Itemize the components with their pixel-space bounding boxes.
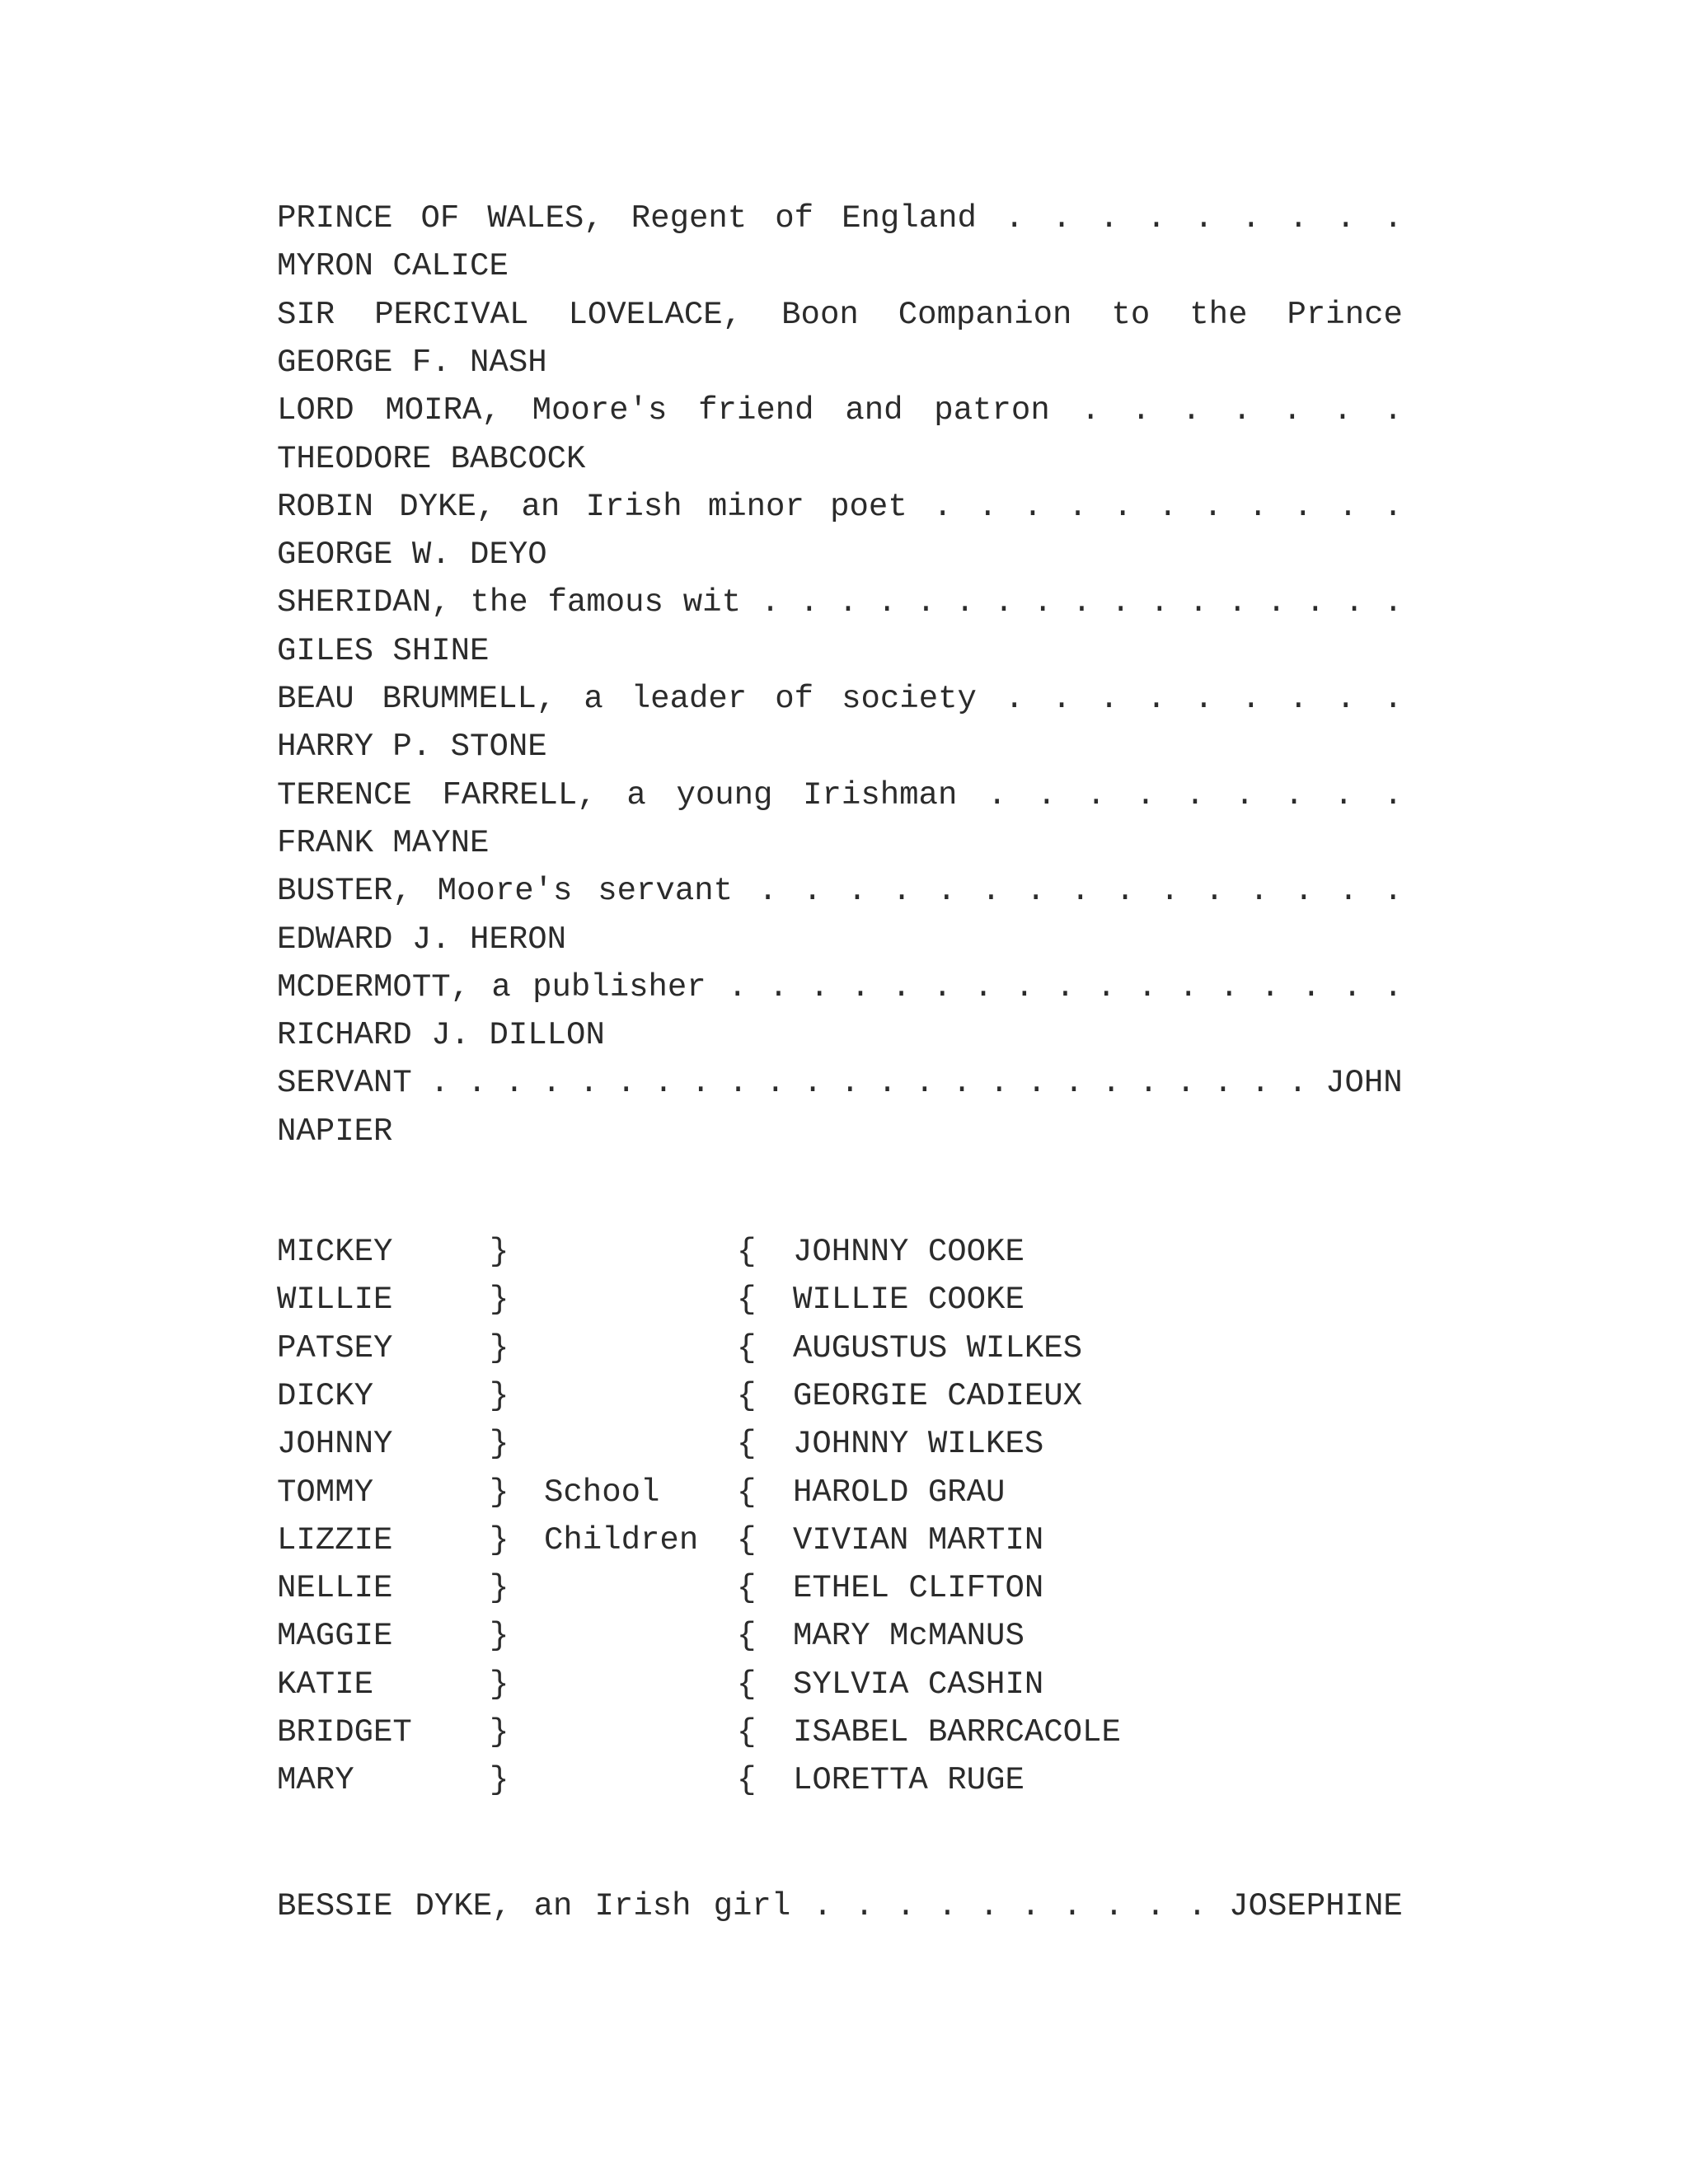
cast-word: poet xyxy=(830,489,907,525)
child-actor: VIVIAN MARTIN xyxy=(793,1522,1044,1558)
leader-dot: . xyxy=(1294,873,1314,909)
leader-dot: . xyxy=(768,969,789,1005)
child-actor: WILLIE COOKE xyxy=(793,1282,1025,1318)
leader-dot: . xyxy=(429,1065,450,1101)
left-brace: { xyxy=(737,1426,757,1462)
cast-word: Companion xyxy=(898,297,1072,333)
leader-dot: . xyxy=(1064,1065,1084,1101)
right-brace: } xyxy=(490,1762,509,1798)
right-brace: } xyxy=(490,1666,509,1703)
leader-dot: . xyxy=(1178,969,1198,1005)
child-actor: AUGUSTUS WILKES xyxy=(793,1330,1083,1366)
leader-dot: . xyxy=(973,969,993,1005)
leader-dot: . xyxy=(1025,873,1046,909)
cast-word: BUSTER, xyxy=(277,873,412,909)
cast-word: England xyxy=(842,200,977,237)
leader-dot: . xyxy=(1052,681,1071,717)
leader-dot: . xyxy=(1231,392,1252,429)
leader-dot: . xyxy=(1099,681,1119,717)
cast-word: BESSIE xyxy=(277,1888,393,1924)
group-label: Children xyxy=(544,1522,699,1558)
cast-role-line xyxy=(277,387,1403,434)
leader-dot: . xyxy=(877,1065,898,1101)
cast-word: an xyxy=(533,1888,573,1924)
leader-dot: . xyxy=(847,873,867,909)
cast-word: ROBIN xyxy=(277,489,374,525)
child-role: LIZZIE xyxy=(277,1522,393,1558)
cast-word: friend xyxy=(698,392,814,429)
leader-dot: . xyxy=(1071,873,1090,909)
cast-word: SERVANT xyxy=(277,1065,412,1101)
cast-word: LOVELACE, xyxy=(568,297,743,333)
leader-dot: . xyxy=(803,1065,823,1101)
cast-word: SIR xyxy=(277,297,335,333)
leader-dot: . xyxy=(1023,489,1043,525)
cast-role-line xyxy=(277,483,1403,531)
leader-dot: . xyxy=(1266,584,1287,621)
children-row xyxy=(277,1324,1403,1372)
leader-dot: . xyxy=(1062,1888,1082,1924)
cast-word: Moore's xyxy=(532,392,668,429)
children-row xyxy=(277,1469,1403,1516)
leader-dot: . xyxy=(1101,1065,1121,1101)
leader-dot: . xyxy=(799,584,819,621)
leader-dot: . xyxy=(989,1065,1010,1101)
cast-word: Moore's xyxy=(437,873,573,909)
leader-dot: . xyxy=(1086,777,1106,813)
cast-actor-name: GEORGE W. DEYO xyxy=(277,537,547,573)
leader-dot: . xyxy=(813,1888,832,1924)
children-row xyxy=(277,1612,1403,1660)
cast-actor-name: EDWARD J. HERON xyxy=(277,921,567,958)
leader-dot: . xyxy=(987,777,1007,813)
cast-word: publisher xyxy=(532,969,706,1005)
leader-dot: . xyxy=(1193,200,1214,237)
leader-dot: . xyxy=(979,1888,999,1924)
cast-word: MCDERMOTT, xyxy=(277,969,471,1005)
cast-word: society xyxy=(842,681,977,717)
leader-dot: . xyxy=(1383,873,1403,909)
child-actor: ISABEL BARRCACOLE xyxy=(793,1714,1121,1750)
leader-dot: . xyxy=(1288,200,1308,237)
child-actor: ETHEL CLIFTON xyxy=(793,1570,1044,1606)
leader-dot: . xyxy=(1067,489,1088,525)
leader-dot: . xyxy=(1334,777,1353,813)
cast-word: an xyxy=(521,489,560,525)
leader-dot: . xyxy=(1344,584,1364,621)
leader-dot: . xyxy=(1383,681,1403,717)
cast-word: DYKE, xyxy=(415,1888,512,1924)
leader-dot: . xyxy=(760,584,781,621)
leader-dot: . xyxy=(1383,489,1403,525)
cast-role-line xyxy=(277,675,1403,723)
cast-actor-name: THEODORE BABCOCK xyxy=(277,441,586,477)
right-brace: } xyxy=(490,1714,509,1750)
leader-dot: . xyxy=(1235,777,1254,813)
leader-dot: . xyxy=(1383,392,1403,429)
child-actor: SYLVIA CASHIN xyxy=(793,1666,1044,1703)
cast-word: minor xyxy=(707,489,804,525)
cast-role-line xyxy=(277,867,1403,915)
leader-dot: . xyxy=(691,1065,710,1101)
leader-dot: . xyxy=(1306,584,1325,621)
leader-dot: . xyxy=(952,1065,972,1101)
cast-word: Prince xyxy=(1287,297,1403,333)
leader-dot: . xyxy=(1333,392,1353,429)
cast-word: leader xyxy=(631,681,748,717)
cast-actor-name: NAPIER xyxy=(277,1113,393,1150)
right-brace: } xyxy=(490,1426,509,1462)
leader-dot: . xyxy=(891,969,912,1005)
leader-dot: . xyxy=(981,873,1001,909)
leader-dot: . xyxy=(1004,200,1025,237)
cast-word: MOIRA, xyxy=(385,392,501,429)
child-role: PATSEY xyxy=(277,1330,393,1366)
leader-dot: . xyxy=(1248,489,1268,525)
child-role: MARY xyxy=(277,1762,354,1798)
leader-dot: . xyxy=(1015,969,1034,1005)
leader-dot: . xyxy=(994,584,1014,621)
leader-dot: . xyxy=(1146,681,1166,717)
leader-dot: . xyxy=(936,873,956,909)
child-actor: MARY McMANUS xyxy=(793,1618,1025,1654)
leader-dot: . xyxy=(1131,392,1151,429)
leader-dot: . xyxy=(1213,1065,1233,1101)
cast-word: PERCIVAL xyxy=(374,297,529,333)
leader-dot: . xyxy=(1113,489,1132,525)
cast-word: a xyxy=(584,681,603,717)
leader-dot: . xyxy=(854,1888,874,1924)
cast-word: Boon xyxy=(781,297,859,333)
leader-dot: . xyxy=(1052,200,1071,237)
leader-dot: . xyxy=(916,584,936,621)
cast-word: BRUMMELL, xyxy=(382,681,556,717)
cast-word: JOSEPHINE xyxy=(1229,1888,1403,1924)
left-brace: { xyxy=(737,1618,757,1654)
leader-dot: . xyxy=(803,873,823,909)
leader-dot: . xyxy=(1227,584,1248,621)
cast-word: and xyxy=(845,392,903,429)
leader-dot: . xyxy=(728,969,748,1005)
leader-dot: . xyxy=(840,1065,860,1101)
leader-dot: . xyxy=(1287,1065,1308,1101)
left-brace: { xyxy=(737,1762,757,1798)
cast-word: servant xyxy=(598,873,734,909)
child-role: MAGGIE xyxy=(277,1618,393,1654)
group-label: School xyxy=(544,1474,660,1511)
leader-dot: . xyxy=(1336,681,1356,717)
right-brace: } xyxy=(490,1282,509,1318)
children-row xyxy=(277,1420,1403,1468)
cast-word: to xyxy=(1111,297,1151,333)
leader-dot: . xyxy=(757,873,778,909)
cast-word: famous xyxy=(547,584,663,621)
right-brace: } xyxy=(490,1618,509,1654)
leader-dot: . xyxy=(1250,1065,1270,1101)
leader-dot: . xyxy=(1282,392,1302,429)
children-row xyxy=(277,1708,1403,1756)
cast-word: PRINCE xyxy=(277,200,393,237)
cast-word: LORD xyxy=(277,392,354,429)
child-role: TOMMY xyxy=(277,1474,374,1511)
cast-actor-name: GEORGE F. NASH xyxy=(277,344,547,381)
cast-actor-name: RICHARD J. DILLON xyxy=(277,1017,605,1053)
left-brace: { xyxy=(737,1666,757,1703)
right-brace: } xyxy=(490,1330,509,1366)
cast-word: FARRELL, xyxy=(442,777,597,813)
leader-dot: . xyxy=(1176,1065,1196,1101)
cast-actor-name: MYRON CALICE xyxy=(277,248,509,284)
leader-dot: . xyxy=(1288,681,1308,717)
leader-dot: . xyxy=(1104,1888,1124,1924)
final-role-line xyxy=(277,1882,1403,1930)
left-brace: { xyxy=(737,1330,757,1366)
right-brace: } xyxy=(490,1570,509,1606)
left-brace: { xyxy=(737,1234,757,1270)
leader-dot: . xyxy=(955,584,975,621)
leader-dot: . xyxy=(1026,1065,1047,1101)
children-row xyxy=(277,1756,1403,1804)
leader-dot: . xyxy=(1241,200,1261,237)
cast-word: WALES, xyxy=(487,200,603,237)
cast-word: SHERIDAN, xyxy=(277,584,451,621)
leader-dot: . xyxy=(915,1065,935,1101)
leader-dot: . xyxy=(1037,777,1057,813)
children-row xyxy=(277,1661,1403,1708)
cast-actor-name: FRANK MAYNE xyxy=(277,825,490,861)
leader-dot: . xyxy=(1241,681,1261,717)
child-role: BRIDGET xyxy=(277,1714,412,1750)
child-role: WILLIE xyxy=(277,1282,393,1318)
leader-dot: . xyxy=(1383,777,1403,813)
children-row xyxy=(277,1372,1403,1420)
left-brace: { xyxy=(737,1570,757,1606)
cast-role-line xyxy=(277,194,1403,242)
left-brace: { xyxy=(737,1714,757,1750)
leader-dot: . xyxy=(1137,969,1157,1005)
cast-word: Irishman xyxy=(803,777,958,813)
cast-role-line xyxy=(277,579,1403,626)
right-brace: } xyxy=(490,1378,509,1414)
children-row xyxy=(277,1228,1403,1276)
cast-word: Irish xyxy=(594,1888,692,1924)
child-actor: JOHNNY COOKE xyxy=(793,1234,1025,1270)
leader-dot: . xyxy=(1249,873,1269,909)
children-row xyxy=(277,1564,1403,1612)
cast-word: a xyxy=(491,969,511,1005)
left-brace: { xyxy=(737,1282,757,1318)
child-actor: LORETTA RUGE xyxy=(793,1762,1025,1798)
leader-dot: . xyxy=(892,873,912,909)
leader-dot: . xyxy=(1146,1888,1165,1924)
child-actor: JOHNNY WILKES xyxy=(793,1426,1044,1462)
leader-dot: . xyxy=(877,584,897,621)
cast-actor-name: GILES SHINE xyxy=(277,633,490,669)
cast-word: the xyxy=(1189,297,1248,333)
leader-dot: . xyxy=(1284,777,1304,813)
cast-word: young xyxy=(676,777,773,813)
cast-word: a xyxy=(626,777,646,813)
leader-dot: . xyxy=(1187,1888,1207,1924)
leader-dot: . xyxy=(542,1065,561,1101)
cast-word: OF xyxy=(420,200,460,237)
cast-role-line xyxy=(277,1059,1403,1107)
leader-dot: . xyxy=(1219,969,1240,1005)
cast-word: girl xyxy=(713,1888,791,1924)
child-role: KATIE xyxy=(277,1666,374,1703)
leader-dot: . xyxy=(809,969,829,1005)
leader-dot: . xyxy=(654,1065,673,1101)
leader-dot: . xyxy=(1383,200,1403,237)
children-row xyxy=(277,1516,1403,1564)
leader-dot: . xyxy=(1301,969,1321,1005)
leader-dot: . xyxy=(1293,489,1313,525)
leader-dot: . xyxy=(1150,584,1170,621)
child-role: MICKEY xyxy=(277,1234,393,1270)
leader-dot: . xyxy=(978,489,998,525)
leader-dot: . xyxy=(1193,681,1214,717)
leader-dot: . xyxy=(504,1065,524,1101)
leader-dot: . xyxy=(1033,584,1053,621)
leader-dot: . xyxy=(1004,681,1025,717)
leader-dot: . xyxy=(1342,969,1362,1005)
leader-dot: . xyxy=(617,1065,636,1101)
cast-word: of xyxy=(775,681,814,717)
leader-dot: . xyxy=(896,1888,916,1924)
leader-dot: . xyxy=(838,584,858,621)
leader-dot: . xyxy=(932,969,953,1005)
cast-role-line xyxy=(277,291,1403,339)
leader-dot: . xyxy=(1055,969,1076,1005)
leader-dot: . xyxy=(1383,584,1403,621)
cast-role-line xyxy=(277,771,1403,819)
child-actor: HAROLD GRAU xyxy=(793,1474,1006,1511)
leader-dot: . xyxy=(766,1065,785,1101)
left-brace: { xyxy=(737,1474,757,1511)
leader-dot: . xyxy=(1146,200,1166,237)
right-brace: } xyxy=(490,1474,509,1511)
child-actor: GEORGIE CADIEUX xyxy=(793,1378,1083,1414)
leader-dot: . xyxy=(937,1888,958,1924)
cast-word: TERENCE xyxy=(277,777,412,813)
leader-dot: . xyxy=(1115,873,1135,909)
cast-word: Irish xyxy=(585,489,682,525)
left-brace: { xyxy=(737,1378,757,1414)
children-row xyxy=(277,1276,1403,1324)
leader-dot: . xyxy=(1160,873,1179,909)
leader-dot: . xyxy=(467,1065,487,1101)
right-brace: } xyxy=(490,1522,509,1558)
left-brace: { xyxy=(737,1522,757,1558)
leader-dot: . xyxy=(1099,200,1119,237)
cast-word: BEAU xyxy=(277,681,354,717)
cast-word: wit xyxy=(682,584,741,621)
leader-dot: . xyxy=(1189,584,1208,621)
cast-actor-name: HARRY P. STONE xyxy=(277,729,547,765)
leader-dot: . xyxy=(851,969,870,1005)
leader-dot: . xyxy=(1181,392,1202,429)
right-brace: } xyxy=(490,1234,509,1270)
child-role: NELLIE xyxy=(277,1570,393,1606)
leader-dot: . xyxy=(1203,489,1223,525)
leader-dot: . xyxy=(1260,969,1280,1005)
leader-dot: . xyxy=(1336,200,1356,237)
leader-dot: . xyxy=(1136,777,1156,813)
leader-dot: . xyxy=(1338,489,1358,525)
leader-dot: . xyxy=(932,489,953,525)
cast-word: DYKE, xyxy=(399,489,496,525)
cast-word: the xyxy=(470,584,528,621)
leader-dot: . xyxy=(579,1065,599,1101)
leader-dot: . xyxy=(1071,584,1092,621)
leader-dot: . xyxy=(1138,1065,1159,1101)
leader-dot: . xyxy=(1185,777,1205,813)
leader-dot: . xyxy=(728,1065,748,1101)
leader-dot: . xyxy=(1158,489,1178,525)
child-role: DICKY xyxy=(277,1378,374,1414)
cast-role-line xyxy=(277,963,1403,1011)
cast-word: of xyxy=(775,200,814,237)
cast-word: patron xyxy=(934,392,1050,429)
cast-word: Regent xyxy=(631,200,748,237)
leader-dot: . xyxy=(1204,873,1225,909)
cast-word: JOHN xyxy=(1325,1065,1403,1101)
leader-dot: . xyxy=(1383,969,1403,1005)
leader-dot: . xyxy=(1081,392,1100,429)
leader-dot: . xyxy=(1339,873,1358,909)
child-role: JOHNNY xyxy=(277,1426,393,1462)
leader-dot: . xyxy=(1096,969,1116,1005)
leader-dot: . xyxy=(1110,584,1131,621)
leader-dot: . xyxy=(1020,1888,1041,1924)
